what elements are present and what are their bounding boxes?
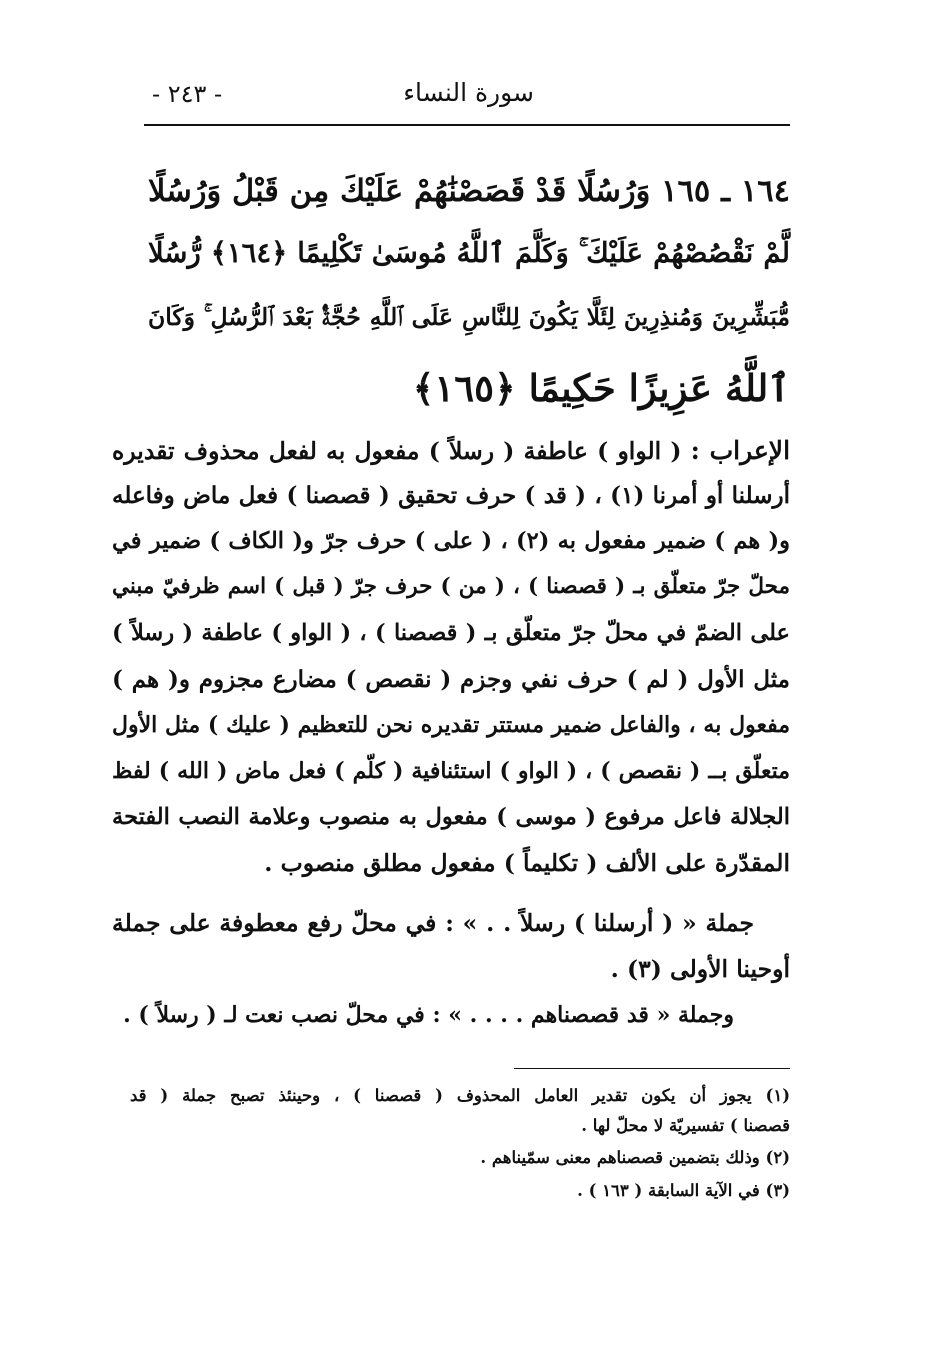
footnote-1-line-2: قصصنا ) تفسيريّة لا محلّ لها .	[581, 1116, 790, 1135]
irab-line-6: مثل الأول ( لم ) حرف نفي وجزم ( نقصص ) مضارع مجزوم و( هم )	[112, 666, 790, 693]
footnote-3: (٣) في الآية السابقة ( ١٦٣ ) .	[577, 1181, 790, 1200]
verse-line-2: لَّمْ نَقْصُصْهُمْ عَلَيْكَ ۚ وَكَلَّمَ ٱللَّهُ مُوسَىٰ تَكْلِيمًا ﴿١٦٤﴾ رُّسُلًا	[148, 237, 790, 269]
footnote-divider	[514, 1068, 790, 1069]
jumla-line-3: وجملة « قد قصصناهم . . . . » : في محلّ نصب نعت لـ ( رسلاً ) .	[123, 1002, 734, 1028]
irab-line-8: متعلّق بــ ( نقصص ) ، ( الواو ) استئنافية ( كلّم ) فعل ماض ( الله ) لفظ	[112, 758, 790, 784]
irab-line-1-text: ( الواو ) عاطفة ( رسلاً ) مفعول به لفعل محذوف تقديره	[112, 437, 682, 465]
verse-line-4: ٱللَّهُ عَزِيزًا حَكِيمًا ﴿١٦٥﴾	[412, 366, 790, 410]
irab-line-5: على الضمّ في محلّ جرّ متعلّق بـ ( قصصنا ) ، ( الواو ) عاطفة ( رسلاً )	[112, 620, 790, 646]
footnote-1-line-1: (١) يجوز أن يكون تقدير العامل المحذوف ( قصصنا ) ، وحينئذ تصبح جملة ( قد	[130, 1086, 790, 1105]
irab-line-7: مفعول به ، والفاعل ضمير مستتر تقديره نحن للتعظيم ( عليك ) مثل الأول	[112, 712, 790, 738]
jumla-line-2: أوحينا الأولى (٣) .	[610, 955, 790, 983]
irab-line-3: و( هم ) ضمير مفعول به (٢) ، ( على ) حرف جرّ و( الكاف ) ضمير في	[112, 528, 790, 554]
page-header	[140, 78, 792, 122]
footnote-2: (٢) وذلك بتضمين قصصناهم معنى سمّيناهم .	[480, 1148, 790, 1167]
verse-line-3: مُّبَشِّرِينَ وَمُنذِرِينَ لِئَلَّا يَكُونَ لِلنَّاسِ عَلَى ٱللَّهِ حُجَّةٌۢ بَعْدَ ٱلرُّسُلِ ۚ وَكَانَ	[148, 303, 790, 331]
irab-line-10: المقدّرة على الألف ( تكليماً ) مفعول مطلق منصوب .	[264, 849, 790, 877]
irab-line-2: أرسلنا أو أمرنا (١) ، ( قد ) حرف تحقيق ( قصصنا ) فعل ماض وفاعله	[112, 482, 790, 509]
jumla-line-1: جملة « ( أرسلنا ) رسلاً . . » : في محلّ رفع معطوفة على جملة	[112, 909, 754, 937]
header-divider	[144, 124, 790, 126]
verse-line-1: ١٦٤ ـ ١٦٥ وَرُسُلًا قَدْ قَصَصْنَٰهُمْ عَلَيْكَ مِن قَبْلُ وَرُسُلًا	[148, 173, 790, 209]
irab-label: الإعراب :	[690, 436, 791, 465]
irab-line-1	[112, 438, 790, 464]
surah-title: سورة النساء	[403, 78, 534, 107]
irab-line-9: الجلالة فاعل مرفوع ( موسى ) مفعول به منصوب وعلامة النصب الفتحة	[112, 804, 790, 830]
page-number: - ٢٤٣ -	[152, 80, 223, 108]
irab-line-4: محلّ جرّ متعلّق بـ ( قصصنا ) ، ( من ) حرف جرّ ( قبل ) اسم ظرفيّ مبني	[112, 574, 790, 599]
